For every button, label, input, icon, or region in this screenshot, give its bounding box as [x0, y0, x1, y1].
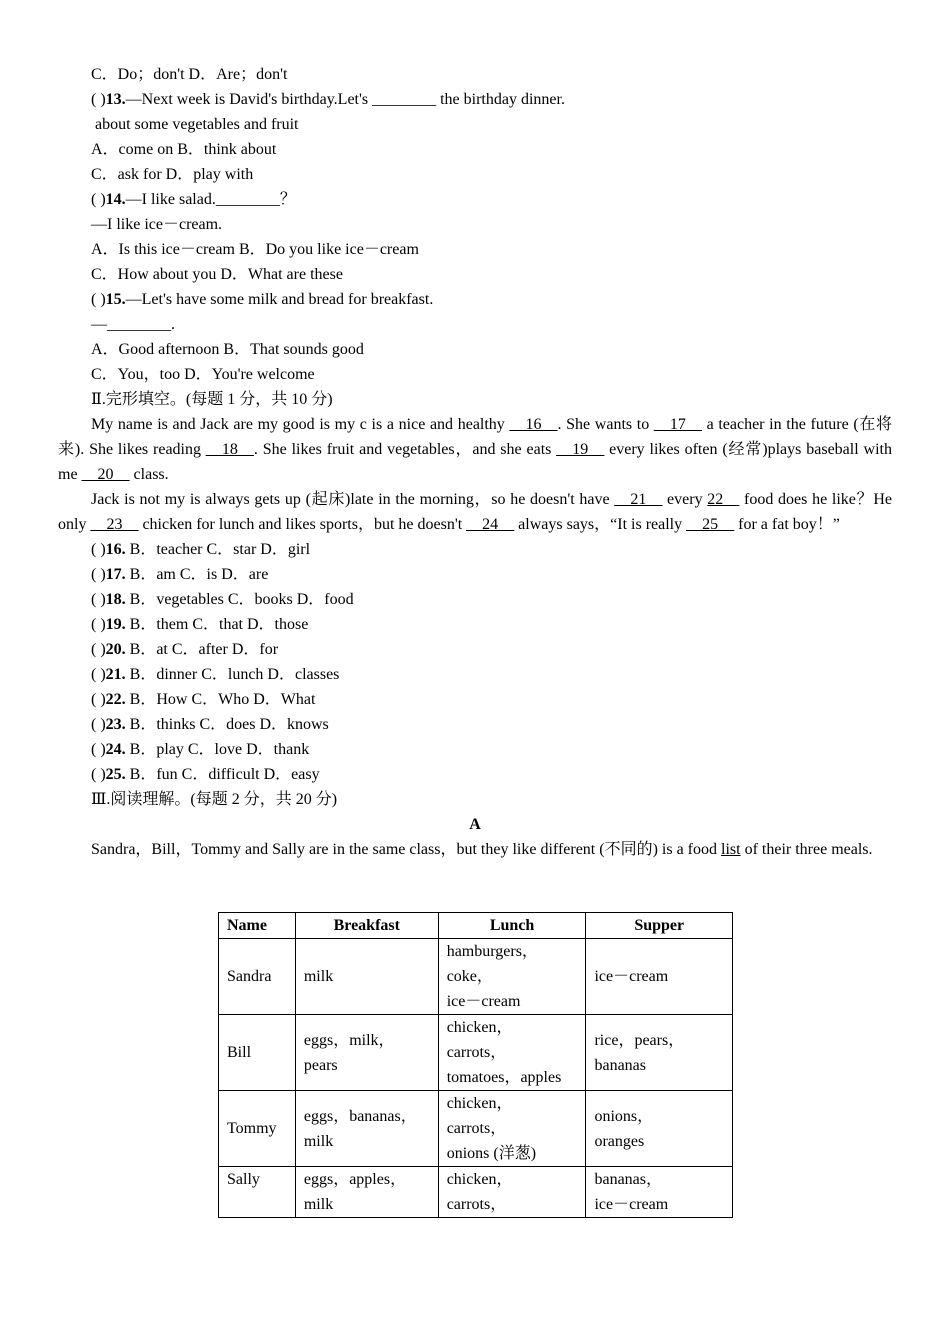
question-options: B．dinner C．lunch D．classes	[125, 666, 340, 683]
answer-bracket: ( )	[91, 191, 106, 208]
cell-breakfast	[295, 1167, 438, 1218]
answer-bracket: ( )	[91, 91, 106, 108]
blank-23: __23__	[90, 516, 139, 533]
cell-line: chicken，	[446, 1095, 513, 1112]
spacer	[58, 862, 892, 912]
list-word: list	[721, 841, 741, 858]
question-number: 20.	[105, 641, 126, 658]
question-number: 13.	[105, 91, 126, 108]
question-number: 23.	[105, 716, 126, 733]
answer-bracket: ( )	[91, 741, 106, 758]
cloze-text: chicken for lunch and likes sports，but he doesn't	[138, 516, 467, 533]
cloze-question-19	[58, 612, 892, 637]
answer-bracket: ( )	[91, 566, 106, 583]
cloze-question-22	[58, 687, 892, 712]
q15-options-cd: C．You，too D．You're welcome	[91, 366, 315, 383]
cloze-question-24	[58, 737, 892, 762]
cell-supper	[586, 939, 733, 1015]
cloze-question-23	[58, 712, 892, 737]
blank-17: __17__	[653, 416, 702, 433]
cell-name: Sandra	[219, 939, 296, 1015]
question-options: B．them C．that D．those	[125, 616, 309, 633]
cloze-question-20	[58, 637, 892, 662]
cell-lunch	[438, 1015, 586, 1091]
question-text: —Next week is David's birthday.Let's ________ the birthday dinner.	[125, 91, 565, 108]
cloze-text: every	[662, 491, 708, 508]
reading-intro	[58, 837, 892, 862]
cell-line: pears	[303, 1056, 338, 1074]
header-lunch: Lunch	[438, 913, 586, 939]
question-options: B．thinks C．does D．knows	[125, 716, 329, 733]
question-text: —Let's have some milk and bread for breakfast.	[125, 291, 434, 308]
question-options: B．vegetables C．books D．food	[125, 591, 354, 608]
q14-options-cd: C．How about you D．What are these	[91, 266, 343, 283]
reading-heading: Ⅲ.阅读理解。(每题 2 分，共 20 分)	[91, 791, 338, 808]
question-number: 21.	[105, 666, 126, 683]
cell-line: carrots，	[446, 1196, 507, 1213]
q13-stem	[58, 87, 892, 112]
answer-bracket: ( )	[91, 716, 106, 733]
cloze-text: . She likes fruit and vegetables，and she eats	[253, 441, 557, 458]
answer-bracket: ( )	[91, 591, 106, 608]
cell-line: onions (洋葱)	[446, 1145, 537, 1162]
cloze-question-21	[58, 662, 892, 687]
cell-lunch	[438, 939, 586, 1015]
cloze-text: . She wants to	[557, 416, 654, 433]
cell-line: ice－cream	[594, 968, 669, 985]
question-options: B．teacher C．star D．girl	[125, 541, 311, 558]
cell-line: eggs，milk，	[303, 1031, 395, 1049]
q15-options-ab: A．Good afternoon B．That sounds good	[91, 341, 364, 358]
q14-reply: —I like ice－cream.	[91, 216, 223, 233]
blank-19: __19__	[556, 441, 605, 458]
cell-name: Tommy	[219, 1091, 296, 1167]
cell-line: ice－cream	[446, 993, 521, 1010]
meal-table	[218, 912, 733, 1218]
answer-bracket: ( )	[91, 766, 106, 783]
answer-bracket: ( )	[91, 541, 106, 558]
cell-lunch	[438, 1091, 586, 1167]
question-number: 15.	[105, 291, 126, 308]
cell-line: eggs，bananas，	[303, 1107, 417, 1125]
cell-line: chicken，	[446, 1019, 513, 1036]
question-number: 18.	[105, 591, 126, 608]
cloze-text: a teacher in the future (在将来). She likes reading	[58, 416, 893, 458]
cloze-text: Jack is not my is always gets up (起床)late in the morning，so he doesn't have	[91, 491, 615, 508]
q13-options-cd: C．ask for D．play with	[91, 166, 254, 183]
reading-intro-text: of their three meals.	[740, 841, 873, 858]
cell-line: chicken，	[446, 1171, 513, 1188]
cloze-question-25	[58, 762, 892, 787]
cloze-heading: Ⅱ.完形填空。(每题 1 分，共 10 分)	[91, 391, 333, 408]
blank-16: __16__	[509, 416, 558, 433]
answer-bracket: ( )	[91, 616, 106, 633]
answer-bracket: ( )	[91, 691, 106, 708]
question-number: 16.	[105, 541, 126, 558]
cell-line: carrots，	[446, 1120, 507, 1137]
cloze-question-18	[58, 587, 892, 612]
question-options: B．fun C．difficult D．easy	[125, 766, 320, 783]
cell-supper	[586, 1167, 733, 1218]
answer-bracket: ( )	[91, 291, 106, 308]
cloze-text: always says，“It is really	[514, 516, 687, 533]
cell-supper	[586, 1015, 733, 1091]
cell-supper	[586, 1091, 733, 1167]
cell-line: oranges	[594, 1132, 645, 1150]
cell-line: milk	[303, 1196, 334, 1213]
header-name: Name	[219, 913, 296, 939]
cell-line: bananas	[594, 1056, 646, 1074]
cloze-text: for a fat boy！”	[734, 516, 840, 533]
cell-line: milk	[303, 968, 334, 985]
cell-name: Sally	[219, 1167, 296, 1218]
q14-options-ab: A．Is this ice－cream B．Do you like ice－cream	[91, 241, 419, 258]
cloze-question-17	[58, 562, 892, 587]
question-text: —I like salad.________？	[125, 191, 296, 208]
cloze-question-16	[58, 537, 892, 562]
q15-reply: —________.	[91, 316, 175, 333]
q13-continuation: about some vegetables and fruit	[95, 116, 299, 133]
table-header-row	[219, 913, 733, 939]
cell-line: eggs，apples，	[303, 1171, 407, 1188]
cell-breakfast	[295, 939, 438, 1015]
cell-line: coke，	[446, 968, 493, 985]
table-row	[219, 939, 733, 1015]
worksheet-page	[58, 62, 892, 1218]
q15-stem	[58, 287, 892, 312]
cell-line: ice－cream	[594, 1196, 669, 1213]
answer-bracket: ( )	[91, 641, 106, 658]
table-row	[219, 1015, 733, 1091]
cell-line: hamburgers，	[446, 943, 538, 960]
blank-22: 22__	[707, 491, 740, 508]
cell-line: onions，	[594, 1107, 654, 1125]
header-supper: Supper	[586, 913, 733, 939]
cloze-text: class.	[129, 466, 169, 483]
cloze-paragraph-2	[58, 487, 892, 537]
q14-stem	[58, 187, 892, 212]
blank-25: __25__	[686, 516, 735, 533]
blank-24: __24__	[466, 516, 515, 533]
question-options: B．How C．Who D．What	[125, 691, 316, 708]
q13-options-ab: A．come on B．think about	[91, 141, 277, 158]
blank-21: __21__	[614, 491, 663, 508]
reading-intro-text: Sandra，Bill，Tommy and Sally are in the same class，but they like different (不同的) is a food	[91, 841, 722, 858]
cell-lunch	[438, 1167, 586, 1218]
table-row	[219, 1167, 733, 1218]
question-options: B．am C．is D．are	[125, 566, 269, 583]
cell-line: tomatoes，apples	[446, 1069, 562, 1086]
cloze-text: every likes often (经常)plays baseball with me	[58, 441, 892, 483]
question-number: 24.	[105, 741, 126, 758]
question-number: 14.	[105, 191, 126, 208]
question-number: 22.	[105, 691, 126, 708]
cell-line: milk	[303, 1132, 334, 1150]
cloze-text: food does he like？He only	[58, 491, 892, 533]
question-options: B．play C．love D．thank	[125, 741, 310, 758]
cell-breakfast	[295, 1015, 438, 1091]
blank-18: __18__	[205, 441, 254, 458]
question-number: 25.	[105, 766, 126, 783]
question-number: 17.	[105, 566, 126, 583]
header-breakfast: Breakfast	[295, 913, 438, 939]
cloze-paragraph-1	[58, 412, 892, 487]
cell-line: bananas，	[594, 1171, 663, 1188]
question-options: B．at C．after D．for	[125, 641, 279, 658]
blank-20: __20__	[81, 466, 130, 483]
cloze-text: My name is and Jack are my good is my c is a nice and healthy	[91, 416, 510, 433]
section-a-title: A	[469, 816, 481, 833]
cell-line: rice，pears，	[594, 1031, 685, 1049]
cell-line: carrots，	[446, 1044, 507, 1061]
cell-breakfast	[295, 1091, 438, 1167]
cell-name: Bill	[219, 1015, 296, 1091]
answer-bracket: ( )	[91, 666, 106, 683]
q12-options-cd: C．Do；don't D．Are；don't	[91, 66, 288, 83]
table-row	[219, 1091, 733, 1167]
question-number: 19.	[105, 616, 126, 633]
